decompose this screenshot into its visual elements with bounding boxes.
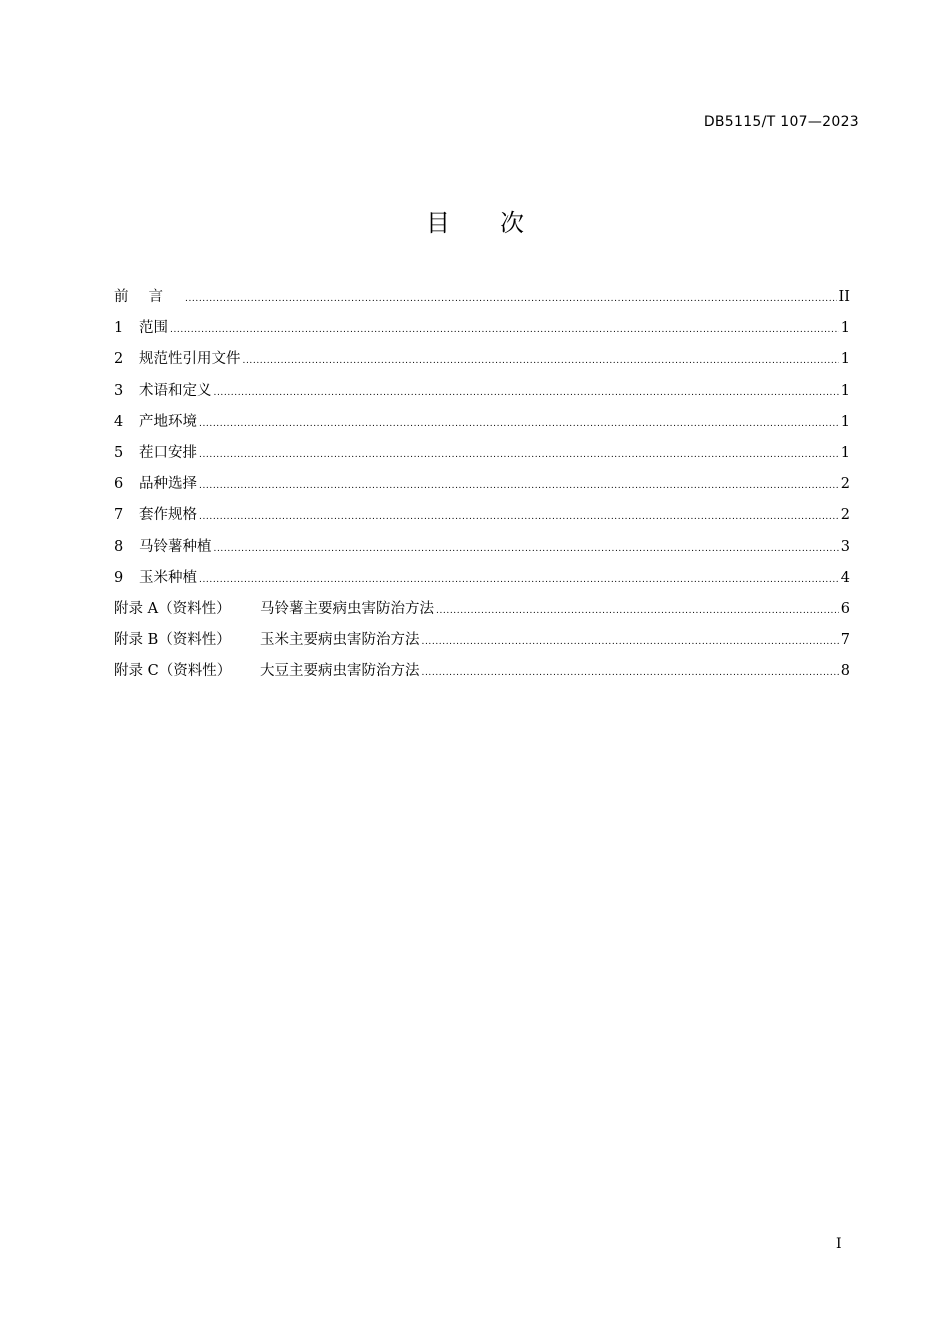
- toc-leader: [243, 346, 839, 377]
- toc-leader: [436, 596, 839, 627]
- document-code: DB5115/T 107—2023: [703, 114, 859, 130]
- toc-leader: [199, 409, 839, 440]
- toc-entry-text: 套作规格: [139, 507, 197, 524]
- toc-entry[interactable]: [114, 500, 850, 531]
- toc-entry-text: 前言: [114, 289, 183, 305]
- toc-leader: [199, 565, 839, 596]
- page-title: [0, 206, 950, 240]
- toc-entry-text: 产地环境: [139, 413, 197, 430]
- toc-leader: [199, 440, 839, 471]
- toc-leader: [422, 658, 839, 689]
- annex-label: 附录 C（资料性）: [114, 663, 232, 680]
- toc-entry-text: 玉米种植: [139, 569, 197, 586]
- toc-entry-number: 3: [114, 382, 124, 399]
- toc-entry-text: 术语和定义: [139, 382, 212, 399]
- toc-entry-page: 2: [840, 507, 850, 524]
- toc-entry-number: 2: [114, 351, 124, 368]
- toc-entry-number: 1: [114, 320, 124, 337]
- annex-label: 附录 A（资料性）: [114, 600, 231, 617]
- toc-leader: [170, 315, 839, 346]
- title-char-2: 次: [500, 209, 524, 237]
- annex-title: 大豆主要病虫害防治方法: [260, 663, 420, 680]
- annex-label: 附录 B（资料性）: [114, 632, 231, 649]
- toc-entry-number: 8: [114, 538, 124, 555]
- toc-entry-number: 4: [114, 413, 124, 430]
- toc-leader: [214, 378, 839, 409]
- toc-entry-page: II: [838, 289, 850, 305]
- toc-entry-text: 范围: [139, 320, 168, 337]
- toc-entry-number: 5: [114, 444, 124, 461]
- title-char-1: 目: [426, 209, 450, 237]
- toc-entry-number: 6: [114, 476, 124, 493]
- toc-entry-page: 3: [840, 538, 850, 555]
- toc-entry-number: 7: [114, 507, 124, 524]
- toc-annex-entry[interactable]: [114, 625, 850, 656]
- toc-leader: [199, 471, 839, 502]
- toc-annex-entry[interactable]: [114, 656, 850, 687]
- toc-entry-page: 1: [840, 320, 850, 337]
- toc-entry-number: 9: [114, 569, 124, 586]
- toc-entry[interactable]: [114, 313, 850, 344]
- toc-entry-page: 6: [840, 600, 850, 617]
- toc-leader: [199, 502, 839, 533]
- toc-entry[interactable]: [114, 407, 850, 438]
- table-of-contents: [114, 282, 850, 687]
- toc-entry[interactable]: [114, 563, 850, 594]
- toc-entry-text: 茬口安排: [139, 444, 197, 461]
- toc-entry-page: 4: [840, 569, 850, 586]
- toc-entry-page: 2: [840, 476, 850, 493]
- toc-entry-page: 1: [840, 444, 850, 461]
- toc-entry-foreword[interactable]: [114, 282, 850, 313]
- page-number: I: [836, 1236, 842, 1252]
- toc-entry[interactable]: [114, 469, 850, 500]
- toc-entry-text: 马铃薯种植: [139, 538, 212, 555]
- toc-leader: [185, 284, 837, 315]
- annex-title: 玉米主要病虫害防治方法: [260, 632, 420, 649]
- toc-entry[interactable]: [114, 438, 850, 469]
- toc-entry[interactable]: [114, 344, 850, 375]
- toc-leader: [214, 534, 839, 565]
- toc-entry[interactable]: [114, 376, 850, 407]
- toc-entry-page: 1: [840, 413, 850, 430]
- annex-title: 马铃薯主要病虫害防治方法: [260, 600, 434, 617]
- toc-entry[interactable]: [114, 532, 850, 563]
- toc-entry-page: 8: [840, 663, 850, 680]
- toc-entry-page: 1: [840, 382, 850, 399]
- toc-entry-text: 规范性引用文件: [139, 351, 241, 368]
- toc-entry-text: 品种选择: [139, 476, 197, 493]
- toc-entry-page: 1: [840, 351, 850, 368]
- toc-annex-entry[interactable]: [114, 594, 850, 625]
- toc-leader: [422, 627, 839, 658]
- toc-entry-page: 7: [840, 632, 850, 649]
